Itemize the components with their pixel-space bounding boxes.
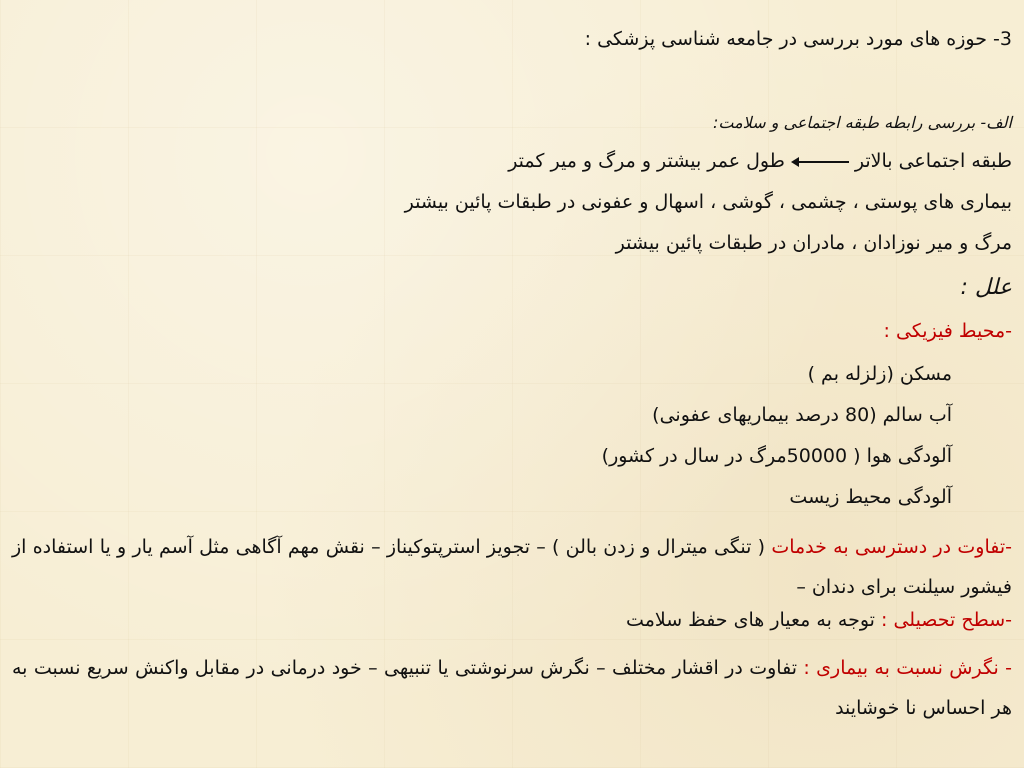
mortality-line: مرگ و میر نوزادان ، مادران در طبقات پائین بیشتر xyxy=(615,232,1012,254)
class-label: طبقه اجتماعی بالاتر xyxy=(854,150,1012,172)
section-a-heading: الف- بررسی رابطه طبقه اجتماعی و سلامت: xyxy=(712,113,1012,132)
housing-item: مسکن (زلزله بم ) xyxy=(807,363,952,385)
arrow-left-icon xyxy=(791,155,849,169)
education-line xyxy=(626,607,1012,633)
attitude-paragraph xyxy=(12,648,1012,728)
services-paragraph xyxy=(12,527,1012,607)
environment-item: آلودگی محیط زیست xyxy=(789,486,952,508)
attitude-label: - نگرش نسبت به بیماری : xyxy=(803,657,1012,679)
class-longevity-line xyxy=(508,148,1012,174)
diseases-line: بیماری های پوستی ، چشمی ، گوشی ، اسهال و عفونی در طبقات پائین بیشتر xyxy=(404,191,1012,213)
attitude-text: تفاوت در اقشار مختلف – نگرش سرنوشتی یا تنبیهی – خود درمانی در مقابل واکنش سریع نسبت به هر احساس نا خوشایند xyxy=(12,657,1012,719)
services-text: ( تنگی میترال و زدن بالن ) – تجویز استرپتوکیناز – نقش مهم آگاهی مثل آسم یار و یا استفاده از فیشور سیلنت برای دندان – xyxy=(12,536,1012,598)
education-text: توجه به معیار های حفظ سلامت xyxy=(626,609,875,631)
services-label: -تفاوت در دسترسی به خدمات xyxy=(771,536,1012,558)
longevity-text: طول عمر بیشتر و مرگ و میر کمتر xyxy=(508,150,785,172)
air-pollution-item: آلودگی هوا ( 50000مرگ در سال در کشور) xyxy=(601,445,952,467)
physical-env-label: -محیط فیزیکی : xyxy=(883,320,1012,342)
causes-heading: علل : xyxy=(960,275,1012,300)
slide-title: 3- حوزه های مورد بررسی در جامعه شناسی پزشکی : xyxy=(584,28,1012,50)
education-label: -سطح تحصیلی : xyxy=(881,609,1012,631)
water-item: آب سالم (80 درصد بیماریهای عفونی) xyxy=(652,404,952,426)
